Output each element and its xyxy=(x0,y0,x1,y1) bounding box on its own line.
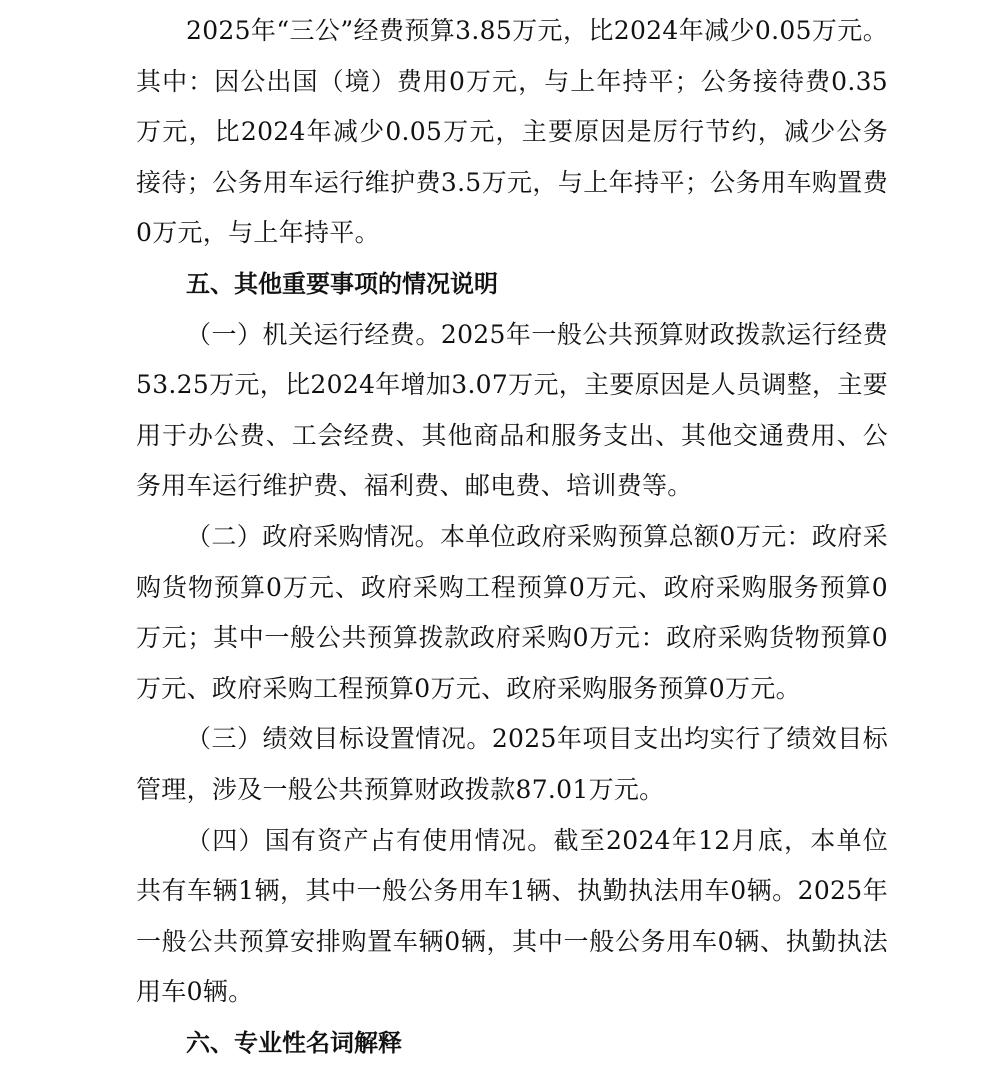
government-procurement-paragraph xyxy=(136,512,888,714)
section-heading-terminology: 六、专业性名词解释 xyxy=(186,1028,402,1057)
paragraph-text: 本单位政府采购预算总额0万元：政府采购货物预算0万元、政府采购工程预算0万元、政府采购服务预算0万元；其中一般公共预算拨款政府采购0万元：政府采购货物预算0万元、政府采购工程预算0万元、政府采购服务预算0万元。 xyxy=(136,521,888,703)
subsection-title: （二）政府采购情况。 xyxy=(186,521,440,551)
state-assets-paragraph xyxy=(136,816,888,1018)
performance-goals-paragraph xyxy=(136,714,888,815)
paragraph-text: 2025年项目支出均实行了绩效目标管理，涉及一般公共预算财政拨款87.01万元。 xyxy=(136,724,888,804)
operating-expenses-paragraph xyxy=(136,310,888,512)
section-heading-other-matters: 五、其他重要事项的情况说明 xyxy=(186,269,498,298)
three-public-expenses-paragraph xyxy=(136,6,888,259)
subsection-title: （三）绩效目标设置情况。 xyxy=(186,724,492,754)
subsection-title: （四）国有资产占有使用情况。 xyxy=(186,825,554,855)
document-body xyxy=(136,6,888,1068)
paragraph-text: 2025年“三公”经费预算3.85万元，比2024年减少0.05万元。其中：因公出国（境）费用0万元，与上年持平；公务接待费0.35万元，比2024年减少0.05万元，主要原因是厉行节约，减少公务接待；公务用车运行维护费3.5万元，与上年持平；公务用车购置费0万元，与上年持平。 xyxy=(136,16,888,248)
paragraph-text: 截至2024年12月底，本单位共有车辆1辆，其中一般公务用车1辆、执勤执法用车0辆。2025年一般公共预算安排购置车辆0辆，其中一般公务用车0辆、执勤执法用车0辆。 xyxy=(136,825,889,1007)
subsection-title: （一）机关运行经费。 xyxy=(186,319,441,349)
paragraph-text: 2025年一般公共预算财政拨款运行经费53.25万元，比2024年增加3.07万元，主要原因是人员调整，主要用于办公费、工会经费、其他商品和服务支出、其他交通费用、公务用车运行维护费、福利费、邮电费、培训费等。 xyxy=(136,319,888,501)
